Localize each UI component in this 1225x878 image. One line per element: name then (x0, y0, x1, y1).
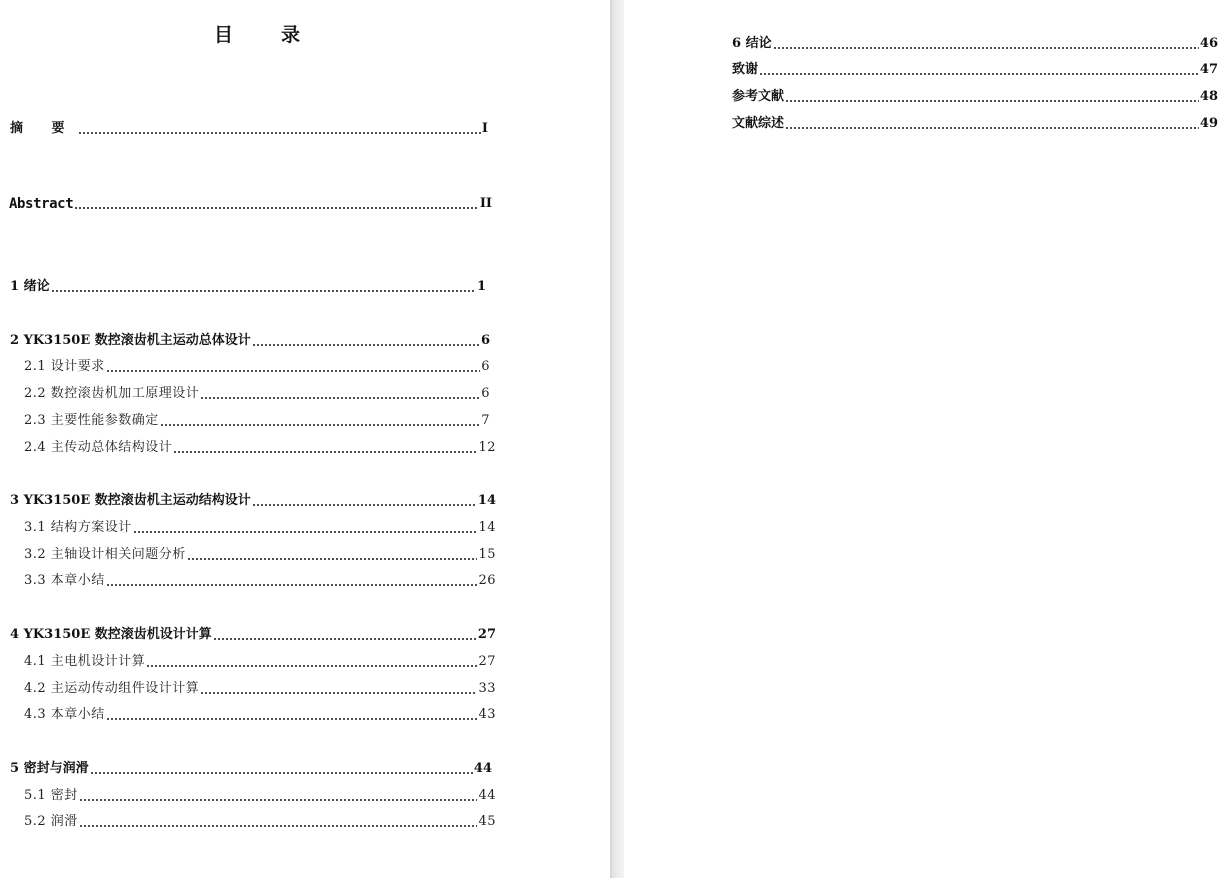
toc-entry-abstract-cn[interactable] (10, 120, 488, 138)
toc-entry-page: 6 (481, 386, 490, 401)
toc-entry-page: II (479, 196, 492, 211)
toc-entry-page: 48 (1199, 89, 1218, 104)
toc-entry-page: 33 (478, 681, 496, 696)
toc-entry-ch3[interactable] (10, 492, 496, 510)
toc-entry-label: 4.1 主电机设计计算 (24, 654, 146, 669)
toc-entry-page: 26 (478, 573, 496, 588)
dot-leader (213, 626, 477, 644)
toc-entry-5-2[interactable] (24, 813, 496, 831)
toc-entry-page: 6 (481, 359, 490, 374)
toc-entry-label: 4 YK3150E 数控滚齿机设计计算 (10, 627, 212, 642)
dot-leader (106, 358, 480, 376)
toc-entry-page: 45 (478, 814, 496, 829)
toc-entry-3-3[interactable] (24, 572, 496, 590)
toc-entry-page: 44 (478, 788, 496, 803)
toc-entry-page: 27 (478, 654, 496, 669)
toc-entry-page: 47 (1199, 62, 1218, 77)
page-gutter (610, 0, 624, 878)
dot-leader (146, 653, 477, 671)
toc-entry-page: 49 (1199, 116, 1218, 131)
toc-entry-ch4[interactable] (10, 626, 496, 644)
toc-entry-label: 2 YK3150E 数控滚齿机主运动总体设计 (10, 333, 251, 348)
toc-entry-page: 43 (478, 707, 496, 722)
toc-entry-literature-review[interactable] (732, 115, 1218, 133)
dot-leader (78, 120, 481, 138)
toc-entry-4-2[interactable] (24, 680, 496, 698)
toc-entry-label: 1 绪论 (10, 279, 50, 294)
dot-leader (106, 572, 478, 590)
toc-entry-label: 3 YK3150E 数控滚齿机主运动结构设计 (10, 493, 251, 508)
dot-leader (773, 35, 1199, 53)
toc-entry-page: 27 (477, 627, 496, 642)
toc-entry-page: 46 (1199, 36, 1218, 51)
toc-entry-label: 4.2 主运动传动组件设计计算 (24, 681, 200, 696)
toc-entry-acknowledgement[interactable] (732, 61, 1218, 79)
toc-entry-5-1[interactable] (24, 787, 496, 805)
toc-entry-label: 4.3 本章小结 (24, 707, 105, 722)
toc-entry-4-3[interactable] (24, 706, 496, 724)
toc-entry-page: 1 (476, 279, 486, 294)
toc-entry-page: 14 (478, 520, 496, 535)
dot-leader (90, 760, 473, 778)
toc-entry-2-1[interactable] (24, 358, 490, 376)
dot-leader (759, 61, 1199, 79)
toc-entry-label: 5 密封与润滑 (10, 761, 89, 776)
toc-entry-3-2[interactable] (24, 546, 496, 564)
toc-entry-label: Abstract (9, 196, 74, 212)
toc-entry-references[interactable] (732, 88, 1218, 106)
toc-entry-label: 摘 要 (10, 121, 77, 136)
toc-entry-4-1[interactable] (24, 653, 496, 671)
toc-entry-ch2[interactable] (10, 332, 490, 350)
toc-entry-ch6[interactable] (732, 35, 1218, 53)
toc-entry-label: 3.1 结构方案设计 (24, 520, 132, 535)
dot-leader (51, 278, 476, 296)
dot-leader (200, 680, 477, 698)
dot-leader (252, 332, 480, 350)
dot-leader (785, 88, 1199, 106)
toc-entry-page: 44 (473, 761, 492, 776)
toc-entry-3-1[interactable] (24, 519, 496, 537)
right-page (624, 0, 1225, 878)
toc-entry-label: 3.3 本章小结 (24, 573, 105, 588)
toc-entry-label: 6 结论 (732, 36, 772, 51)
toc-entry-label: 5.2 润滑 (24, 814, 78, 829)
dot-leader (106, 706, 478, 724)
toc-entry-label: 2.1 设计要求 (24, 359, 105, 374)
toc-entry-page: 15 (478, 547, 496, 562)
toc-entry-ch1[interactable] (10, 278, 486, 296)
toc-entry-page: 12 (478, 440, 496, 455)
dot-leader (187, 546, 478, 564)
toc-entry-label: 2.3 主要性能参数确定 (24, 413, 159, 428)
toc-entry-2-3[interactable] (24, 412, 490, 430)
dot-leader (160, 412, 480, 430)
toc-entry-abstract-en[interactable] (9, 195, 492, 213)
toc-entry-label: 3.2 主轴设计相关问题分析 (24, 547, 186, 562)
dot-leader (200, 385, 480, 403)
toc-entry-2-2[interactable] (24, 385, 490, 403)
left-page (0, 0, 610, 878)
toc-entry-label: 致谢 (732, 62, 759, 77)
dot-leader (173, 439, 477, 457)
toc-entry-label: 参考文献 (732, 89, 785, 104)
toc-entry-label: 文献综述 (732, 116, 785, 131)
toc-entry-page: 7 (481, 413, 490, 428)
toc-entry-page: I (481, 121, 488, 136)
dot-leader (79, 813, 478, 831)
toc-entry-ch5[interactable] (10, 760, 492, 778)
dot-leader (74, 195, 479, 213)
dot-leader (133, 519, 478, 537)
dot-leader (79, 787, 478, 805)
dot-leader (785, 115, 1199, 133)
toc-entry-page: 14 (477, 493, 496, 508)
dot-leader (252, 492, 477, 510)
toc-entry-label: 5.1 密封 (24, 788, 78, 803)
toc-title: 目录 (214, 24, 349, 46)
toc-entry-label: 2.4 主传动总体结构设计 (24, 440, 173, 455)
toc-entry-page: 6 (480, 333, 490, 348)
toc-entry-label: 2.2 数控滚齿机加工原理设计 (24, 386, 200, 401)
toc-entry-2-4[interactable] (24, 439, 496, 457)
